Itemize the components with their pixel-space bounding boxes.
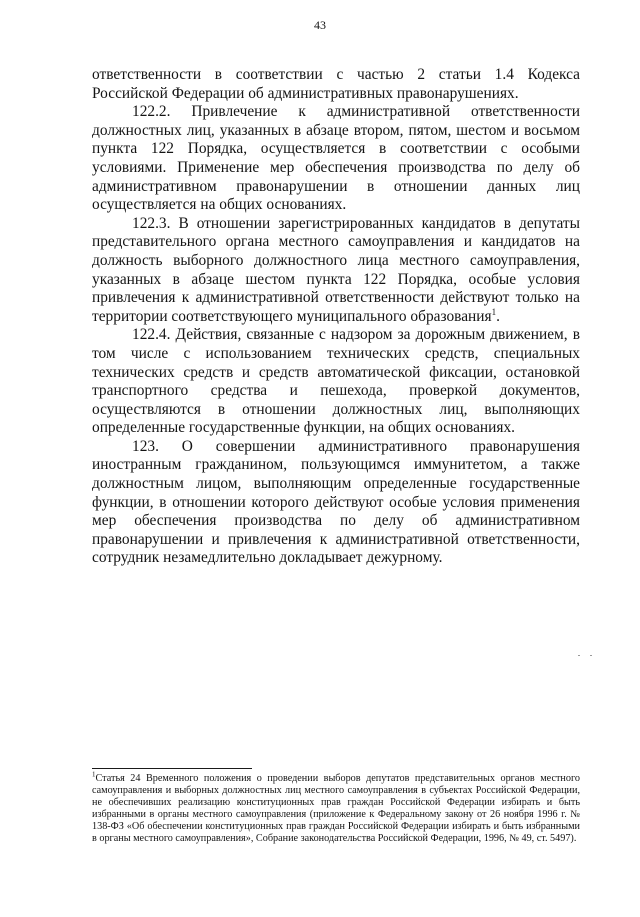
paragraph-122-2: 122.2. Привлечение к административной ответственности должностных лиц, указанных в абзаце втором, пятом, шестом и восьмом пункта 122 Порядка, осуществляется в соответствии с особыми условиями. Применение мер обеспечения производства по делу об административном правонарушении в отношении данных лиц осуществляется на общих основаниях. (92, 103, 580, 214)
footnote-marker: 1 (92, 770, 96, 779)
footnote-text: Статья 24 Временного положения о проведении выборов депутатов представительных органов местного самоуправления и выборных должностных лиц местного самоуправления в субъектах Российской Федерации, не обеспечивших реализацию конституционных прав граждан Российской Федерации избирать и быть избранными в органы местного самоуправления (приложение к Федеральному закону от 26 ноября 1996 г. № 138-ФЗ «Об обеспечении конституционных прав граждан Российской Федерации избирать и быть избранными в органы местного самоуправления», Собрание законодательства Российской Федерации, 1996, № 49, ст. 5497). (92, 773, 580, 845)
page-number: 43 (314, 18, 326, 32)
footnote-divider (92, 768, 252, 769)
paragraph-123: 123. О совершении административного правонарушения иностранным гражданином, пользующимся иммунитетом, а также должностным лицом, выполняющим определенные государственные функции, в отношении которого действуют особые условия применения мер обеспечения производства по делу об административном правонарушении и привлечения к административной ответственности, сотрудник незамедлительно докладывает дежурному. (92, 437, 580, 567)
paragraph-continuation: ответственности в соответствии с частью 2 статьи 1.4 Кодекса Российской Федерации об административных правонарушениях. (92, 66, 580, 102)
paragraph-122-3-end: . (496, 307, 500, 325)
footnote-reference: 1 (491, 306, 497, 317)
scan-speck (578, 655, 580, 656)
body-text (92, 66, 580, 568)
scan-speck (590, 655, 592, 656)
paragraph-122-3-text: 122.3. В отношении зарегистрированных кандидатов в депутаты представительного органа местного самоуправления и кандидатов на должность выборного должностного лица местного самоуправления, указанных в абзаце шестом пункта 122 Порядка, особые условия привлечения к административной ответственности действуют только на территории соответствующего муниципального образования (92, 214, 580, 325)
footnote (92, 770, 580, 846)
paragraph-122-4: 122.4. Действия, связанные с надзором за дорожным движением, в том числе с использованием технических средств, специальных технических средств и средств автоматической фиксации, остановкой транспортного средства и пешехода, проверкой документов, осуществляются в отношении должностных лиц, выполняющих определенные государственные функции, на общих основаниях. (92, 326, 580, 437)
paragraph-122-3 (92, 215, 580, 327)
